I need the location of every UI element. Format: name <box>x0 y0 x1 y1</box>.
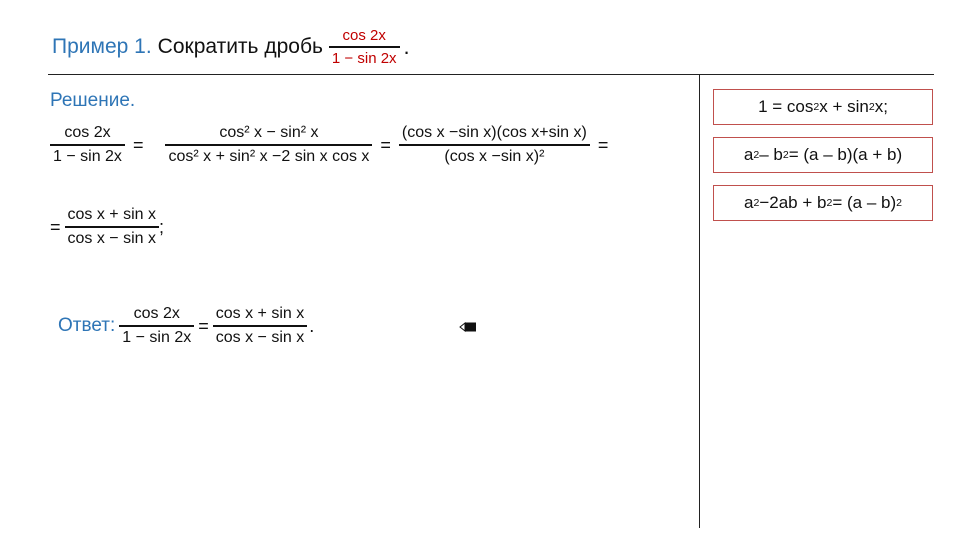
slide-title <box>52 22 410 72</box>
equals-sign: = <box>597 134 609 155</box>
fraction-result <box>65 206 159 248</box>
horizontal-divider <box>48 74 934 75</box>
fraction-denominator: cos² x + sin² x −2 sin x cos x <box>168 147 370 165</box>
fraction-numerator: cos 2x <box>342 27 386 44</box>
title-fraction <box>329 27 400 67</box>
fraction-numerator: cos 2x <box>64 124 111 141</box>
fraction-denominator: cos x − sin x <box>215 328 305 346</box>
fraction-numerator: cos² x − sin² x <box>219 124 319 141</box>
equals-sign: = <box>50 216 61 237</box>
fraction-denominator: 1 − sin 2x <box>53 147 122 165</box>
formula-box-pythagorean-identity: 1 = cos 2 x + sin 2 x; <box>713 89 933 125</box>
fraction-denominator: cos x − sin x <box>67 229 156 247</box>
semicolon: ; <box>159 216 165 237</box>
fraction-numerator: cos x + sin x <box>67 206 156 223</box>
fraction-factored <box>399 124 590 166</box>
answer-fraction-left <box>119 305 194 347</box>
formula-box-square-of-difference: a 2 −2ab + b 2 = (a – b) 2 <box>713 185 933 221</box>
answer-fraction-right <box>213 305 307 347</box>
fraction-expanded <box>165 124 372 166</box>
title-period: . <box>403 34 410 59</box>
answer-label: Ответ: <box>58 315 116 337</box>
equals-sign: = <box>132 134 144 155</box>
fraction-numerator: cos x + sin x <box>215 305 305 322</box>
cursor-marker-icon <box>459 320 479 334</box>
formula-box-difference-of-squares: a 2 – b 2 = (a – b)(a + b) <box>713 137 933 173</box>
solution-step-1 <box>50 124 616 166</box>
fraction-denominator: 1 − sin 2x <box>331 49 397 67</box>
vertical-divider <box>699 75 700 528</box>
fraction-denominator: (cos x −sin x)² <box>444 147 545 165</box>
fraction-cos2x-over-1-minus-sin2x <box>50 124 125 166</box>
fraction-numerator: (cos x −sin x)(cos x+sin x) <box>401 124 587 141</box>
answer-line <box>58 305 314 347</box>
task-text: Сократить дробь <box>157 35 323 58</box>
solution-label: Решение. <box>50 90 136 111</box>
equals-sign: = <box>380 134 391 155</box>
solution-step-2 <box>50 206 164 248</box>
equals-sign: = <box>198 315 209 336</box>
answer-period: . <box>309 315 315 336</box>
fraction-numerator: cos 2x <box>133 305 180 322</box>
example-label: Пример 1. <box>52 35 152 58</box>
fraction-denominator: 1 − sin 2x <box>122 328 192 346</box>
